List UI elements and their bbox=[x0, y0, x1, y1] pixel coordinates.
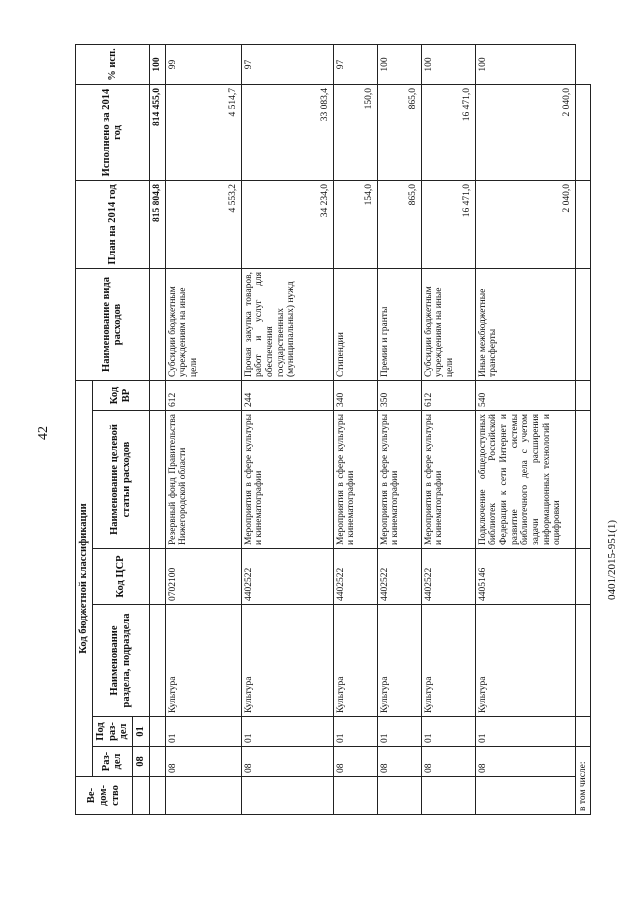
row-vr-name: Премии и гранты bbox=[377, 269, 421, 381]
row-section-name: Культура bbox=[421, 605, 475, 717]
row-section: 08 bbox=[475, 747, 575, 777]
row-csr-name: Мероприятия в сфере культуры и кинематографии bbox=[333, 411, 377, 549]
header-executed: Исполнено за 2014 год bbox=[76, 85, 150, 181]
row-plan: 865,0 bbox=[377, 181, 421, 269]
header-section-name: Наименование раздела, подраздела bbox=[92, 605, 149, 717]
row-plan: 16 471,0 bbox=[421, 181, 475, 269]
footer-row bbox=[575, 45, 591, 815]
header-csr-code: Код ЦСР bbox=[92, 549, 149, 605]
row-csr-name: Мероприятия в сфере культуры и кинематографии bbox=[377, 411, 421, 549]
table-row bbox=[377, 45, 421, 815]
header-subsection: Под раз-дел bbox=[92, 717, 132, 747]
index-subsection: 01 bbox=[133, 717, 150, 747]
row-executed: 4 514,7 bbox=[165, 85, 241, 181]
row-vr-name: Прочая закупка товаров, работ и услуг для обеспечения государственных (муниципальных) нужд bbox=[241, 269, 333, 381]
footer-label: в том числе: bbox=[575, 747, 591, 815]
row-section: 08 bbox=[333, 747, 377, 777]
row-subsection: 01 bbox=[475, 717, 575, 747]
header-section: Раз-дел bbox=[92, 747, 132, 777]
total-executed: 814 455,0 bbox=[149, 85, 165, 181]
row-vr-name: Субсидии бюджетным учреждениям на иные цели bbox=[421, 269, 475, 381]
row-csr-name: Мероприятия в сфере культуры и кинематографии bbox=[421, 411, 475, 549]
row-executed: 33 083,4 bbox=[241, 85, 333, 181]
row-plan: 34 234,0 bbox=[241, 181, 333, 269]
row-vr-code: 612 bbox=[165, 381, 241, 411]
row-section-name: Культура bbox=[475, 605, 575, 717]
row-csr-code: 4402522 bbox=[333, 549, 377, 605]
row-subsection: 01 bbox=[165, 717, 241, 747]
table-row bbox=[333, 45, 377, 815]
row-percent: 100 bbox=[475, 45, 575, 85]
row-subsection: 01 bbox=[241, 717, 333, 747]
row-vr-name: Субсидии бюджетным учреждениям на иные цели bbox=[165, 269, 241, 381]
header-plan: План на 2014 год bbox=[76, 181, 150, 269]
index-empty-cell bbox=[133, 777, 150, 815]
row-plan: 154,0 bbox=[333, 181, 377, 269]
row-vr-code: 540 bbox=[475, 381, 575, 411]
row-percent: 99 bbox=[165, 45, 241, 85]
row-section-name: Культура bbox=[377, 605, 421, 717]
row-subsection: 01 bbox=[333, 717, 377, 747]
rotated-table-wrapper bbox=[75, 45, 595, 815]
row-csr-code: 0702100 bbox=[165, 549, 241, 605]
header-vr-code: Код ВР bbox=[92, 381, 149, 411]
row-plan: 2 040,0 bbox=[475, 181, 575, 269]
row-percent: 97 bbox=[241, 45, 333, 85]
header-vr-name: Наименование вида расходов bbox=[76, 269, 150, 381]
row-vr-code: 244 bbox=[241, 381, 333, 411]
row-subsection: 01 bbox=[421, 717, 475, 747]
row-executed: 150,0 bbox=[333, 85, 377, 181]
total-row bbox=[149, 45, 165, 815]
header-percent: % исп. bbox=[76, 45, 150, 85]
row-percent: 100 bbox=[421, 45, 475, 85]
row-section: 08 bbox=[165, 747, 241, 777]
total-plan: 815 804,8 bbox=[149, 181, 165, 269]
budget-table bbox=[75, 44, 591, 815]
row-executed: 865,0 bbox=[377, 85, 421, 181]
row-vr-code: 340 bbox=[333, 381, 377, 411]
row-csr-code: 4405146 bbox=[475, 549, 575, 605]
row-subsection: 01 bbox=[377, 717, 421, 747]
table-row bbox=[421, 45, 475, 815]
document-code: 0401/2015-951(1) bbox=[606, 519, 618, 600]
row-vr-code: 612 bbox=[421, 381, 475, 411]
row-executed: 16 471,0 bbox=[421, 85, 475, 181]
row-percent: 97 bbox=[333, 45, 377, 85]
page-number: 42 bbox=[36, 426, 51, 440]
row-csr-code: 4402522 bbox=[421, 549, 475, 605]
table-row bbox=[165, 45, 241, 815]
row-section: 08 bbox=[421, 747, 475, 777]
table-row bbox=[241, 45, 333, 815]
row-vr-name: Иные межбюджетные трансферты bbox=[475, 269, 575, 381]
header-department: Ве-дом-ство bbox=[76, 777, 133, 815]
table-row bbox=[475, 45, 575, 815]
row-section-name: Культура bbox=[165, 605, 241, 717]
row-percent: 100 bbox=[377, 45, 421, 85]
row-vr-code: 350 bbox=[377, 381, 421, 411]
row-csr-name: Подключение общедоступных библиотек Российской Федерации к сети Интернет и развитие системы библиотечного дела с учетом задачи расширения информационных технологий и оцифровки bbox=[475, 411, 575, 549]
row-section: 08 bbox=[377, 747, 421, 777]
row-csr-name: Резервный фонд Правительства Нижегородской области bbox=[165, 411, 241, 549]
row-section-name: Культура bbox=[333, 605, 377, 717]
header-classification-group: Код бюджетной классификации bbox=[76, 381, 93, 777]
row-executed: 2 040,0 bbox=[475, 85, 575, 181]
row-plan: 4 553,2 bbox=[165, 181, 241, 269]
row-csr-code: 4402522 bbox=[241, 549, 333, 605]
row-vr-name: Стипендии bbox=[333, 269, 377, 381]
row-section: 08 bbox=[241, 747, 333, 777]
row-csr-code: 4402522 bbox=[377, 549, 421, 605]
row-csr-name: Мероприятия в сфере культуры и кинематографии bbox=[241, 411, 333, 549]
header-csr-name: Наименование целевой статьи расходов bbox=[92, 411, 149, 549]
total-percent: 100 bbox=[149, 45, 165, 85]
row-section-name: Культура bbox=[241, 605, 333, 717]
index-section: 08 bbox=[133, 747, 150, 777]
